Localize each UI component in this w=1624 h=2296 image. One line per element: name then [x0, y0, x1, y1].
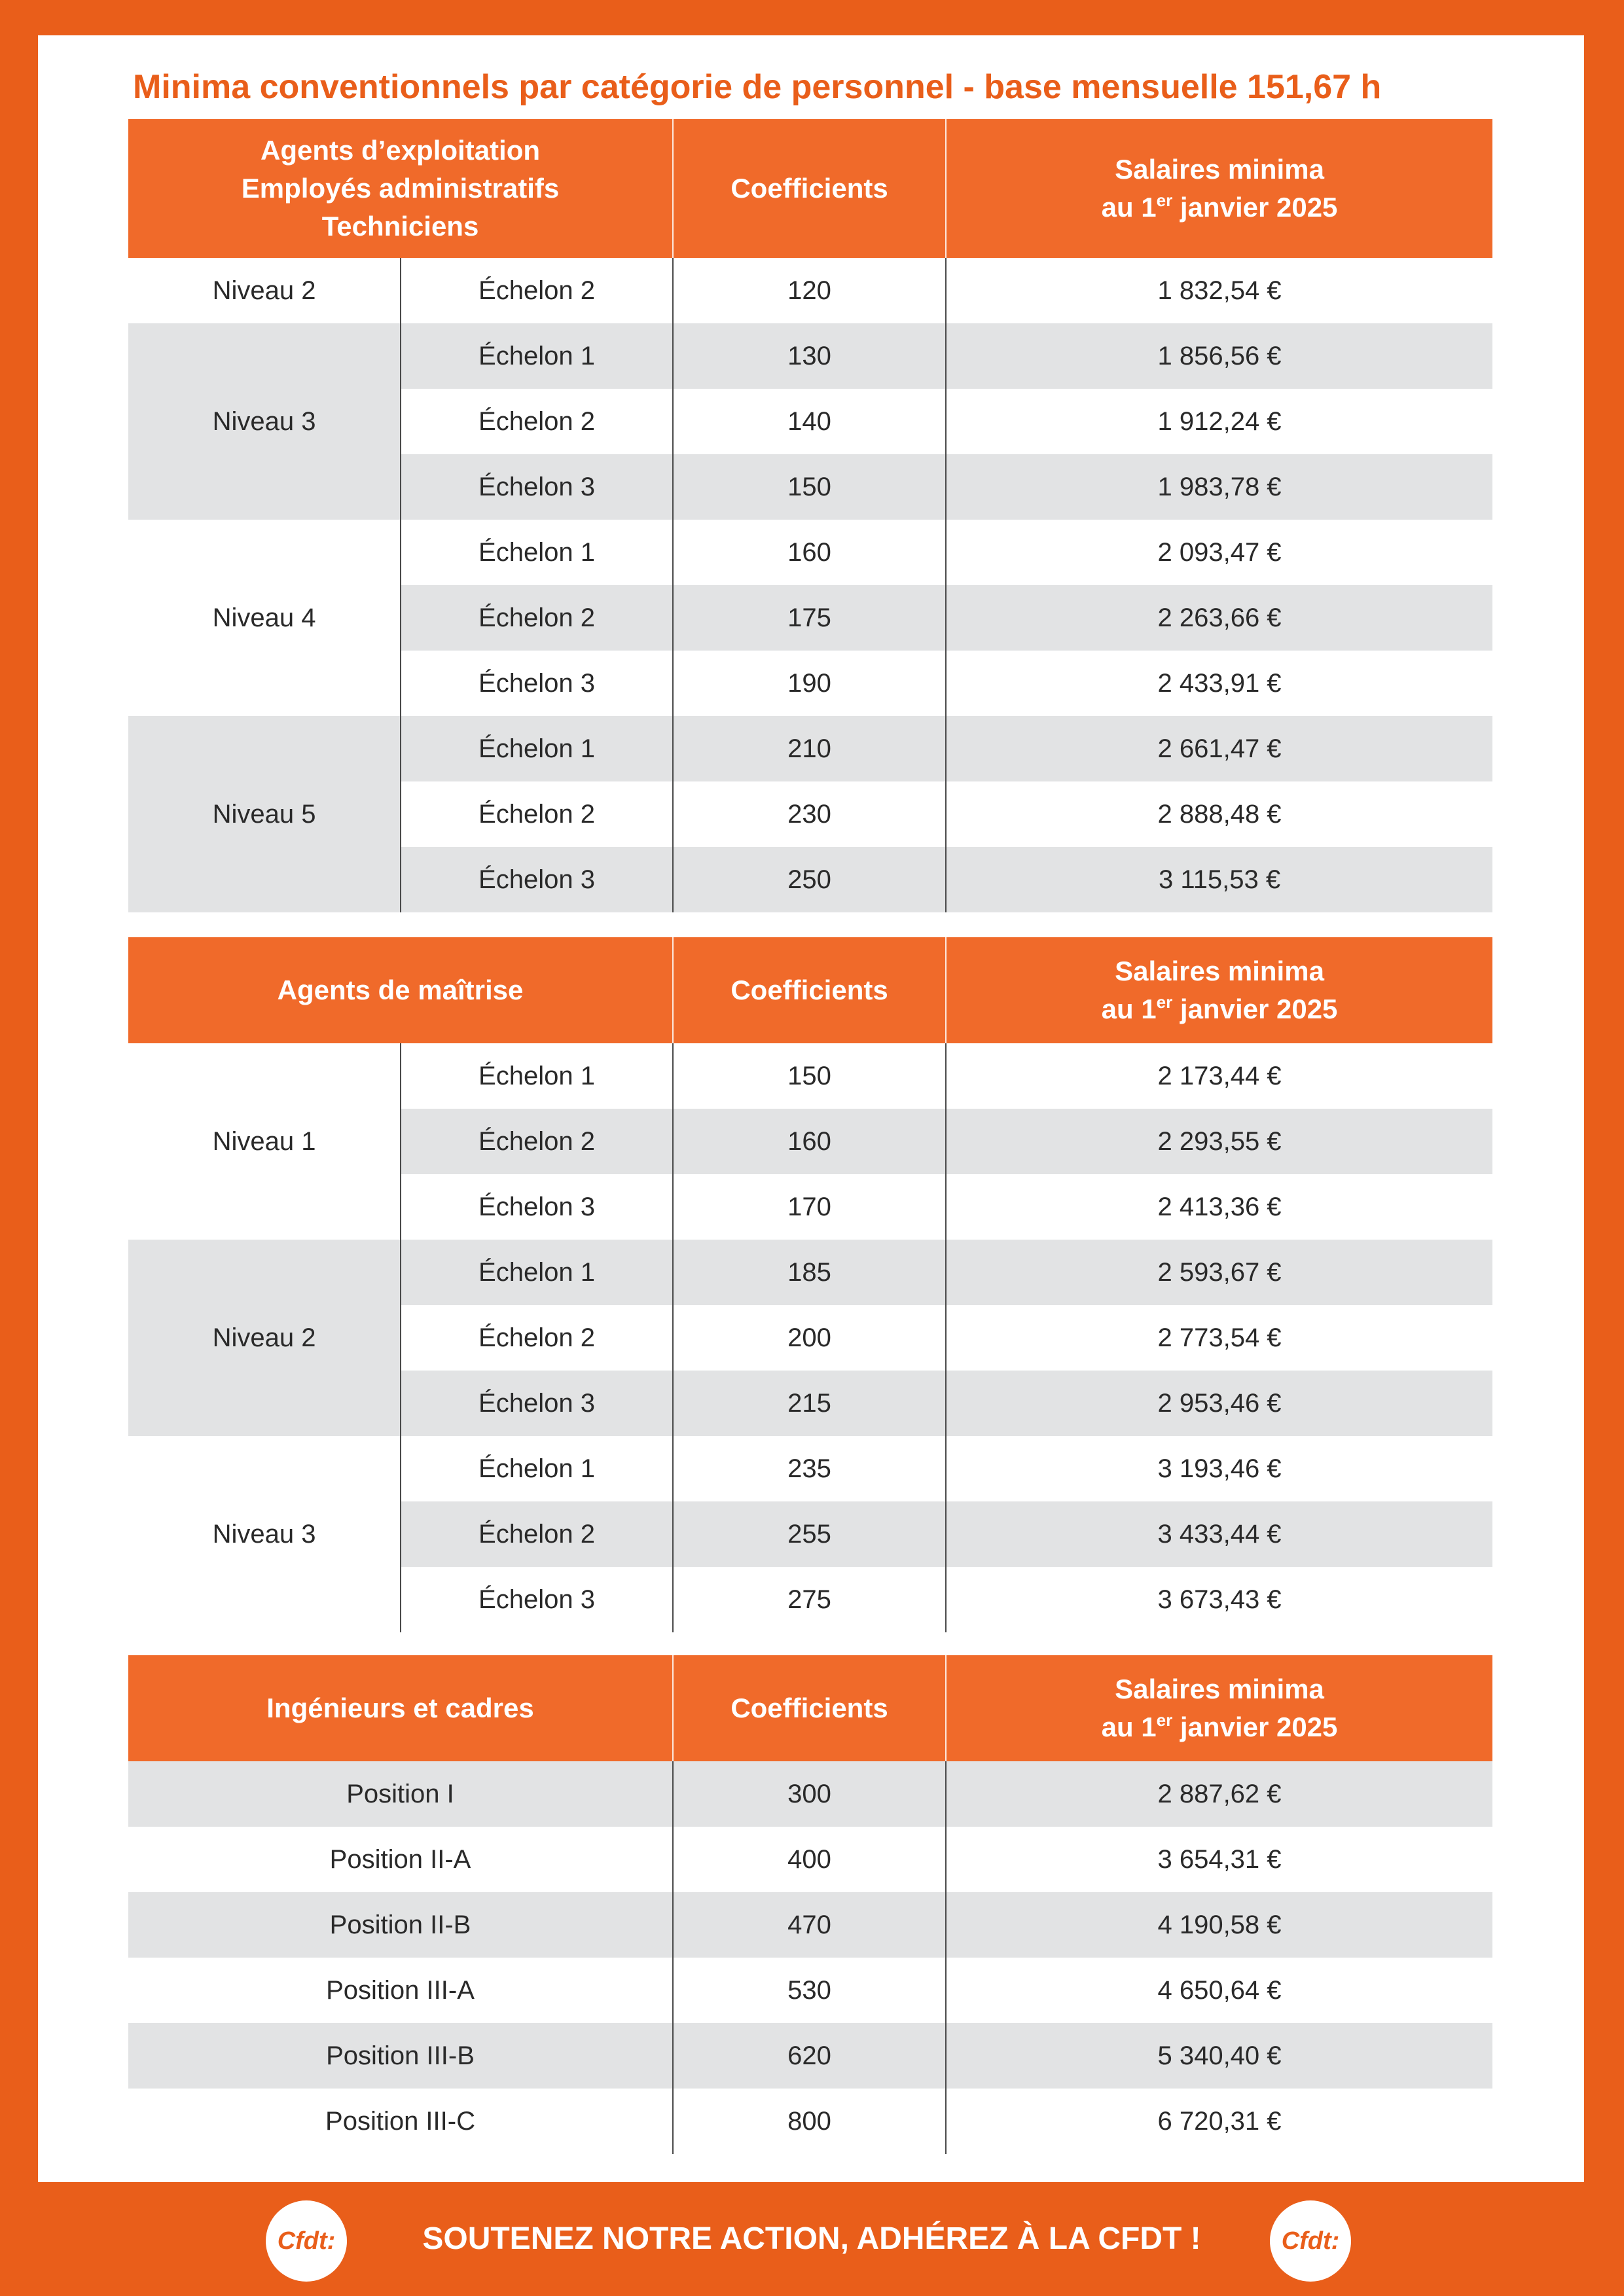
- niveau-label: Niveau 3: [128, 1436, 401, 1632]
- cfdt-logo-right: Cfdt:: [1270, 2200, 1351, 2282]
- category-header: Agents d’exploitation Employés administratifs Techniciens: [128, 119, 673, 258]
- position-cell: Position II-A: [329, 1844, 471, 1874]
- echelon-cell: Échelon 3: [401, 1371, 673, 1436]
- footer-slogan: SOUTENEZ NOTRE ACTION, ADHÉREZ À LA CFDT !: [422, 2221, 1201, 2256]
- salary-cell: 6 720,31 €: [946, 2089, 1492, 2154]
- salary-cell: 2 413,36 €: [946, 1174, 1492, 1240]
- salary-cell: 3 673,43 €: [946, 1567, 1492, 1632]
- salary-cell: 2 173,44 €: [946, 1043, 1492, 1109]
- echelon-cell: Échelon 3: [401, 651, 673, 716]
- salary-cell: 2 433,91 €: [946, 651, 1492, 716]
- table-row: [128, 520, 1492, 585]
- echelon-cell: Échelon 1: [401, 716, 673, 781]
- table-row: [128, 1043, 1492, 1109]
- coefficient-cell: 210: [673, 716, 946, 781]
- table-ingenieurs-cadres: [128, 1655, 1492, 2154]
- salary-cell: 2 661,47 €: [946, 716, 1492, 781]
- document-sheet: [38, 35, 1584, 2182]
- echelon-cell: Échelon 1: [401, 1436, 673, 1501]
- salary-cell: 2 293,55 €: [946, 1109, 1492, 1174]
- coefficient-cell: 230: [673, 781, 946, 847]
- category-header: Agents de maîtrise: [128, 937, 673, 1043]
- salary-cell: 2 263,66 €: [946, 585, 1492, 651]
- echelon-cell: Échelon 2: [401, 1305, 673, 1371]
- coefficient-cell: 150: [673, 454, 946, 520]
- table-row: [128, 2023, 1492, 2089]
- niveau-label: Niveau 1: [128, 1043, 401, 1240]
- position-cell: Position I: [128, 1761, 673, 1827]
- coefficient-cell: 530: [673, 1958, 946, 2023]
- coefficient-cell: 140: [673, 389, 946, 454]
- page-title: Minima conventionnels par catégorie de personnel - base mensuelle 151,67 h: [133, 68, 1382, 106]
- position-cell: Position III-A: [326, 1975, 475, 2005]
- position-cell: Position III-C: [325, 2106, 475, 2136]
- echelon-cell: Échelon 3: [401, 1567, 673, 1632]
- salary-header: Salaires minima au 1er janvier 2025: [946, 937, 1492, 1043]
- coefficient-cell: 250: [673, 847, 946, 912]
- table-row: [128, 2089, 1492, 2154]
- echelon-cell: Échelon 2: [401, 1501, 673, 1567]
- table-row: [128, 258, 1492, 323]
- echelon-cell: Échelon 2: [401, 1109, 673, 1174]
- salary-cell: 3 193,46 €: [946, 1436, 1492, 1501]
- coefficient-cell: 275: [673, 1567, 946, 1632]
- salary-cell: 2 593,67 €: [946, 1240, 1492, 1305]
- coefficient-cell: 200: [673, 1305, 946, 1371]
- coefficients-header: Coefficients: [673, 1655, 946, 1761]
- table-header-row: [128, 119, 1492, 258]
- echelon-cell: Échelon 3: [401, 1174, 673, 1240]
- footer-banner: [0, 2182, 1624, 2296]
- niveau-label: Niveau 4: [128, 520, 401, 716]
- category-header: Ingénieurs et cadres: [128, 1655, 673, 1761]
- table-row: [128, 1761, 1492, 1827]
- coefficient-cell: 235: [673, 1436, 946, 1501]
- table-header-row: [128, 937, 1492, 1043]
- salary-cell: 5 340,40 €: [946, 2023, 1492, 2089]
- salary-cell: 2 953,46 €: [946, 1371, 1492, 1436]
- salary-cell: 2 888,48 €: [946, 781, 1492, 847]
- table-row: [128, 1240, 1492, 1305]
- echelon-cell: Échelon 1: [401, 520, 673, 585]
- salary-cell: 2 887,62 €: [946, 1761, 1492, 1827]
- salary-cell: 1 912,24 €: [946, 389, 1492, 454]
- coefficient-cell: 170: [673, 1174, 946, 1240]
- salary-cell: 1 856,56 €: [946, 323, 1492, 389]
- table-row: [128, 1827, 1492, 1892]
- coefficient-cell: 150: [673, 1043, 946, 1109]
- salary-header: Salaires minima au 1er janvier 2025: [946, 1655, 1492, 1761]
- echelon-cell: Échelon 1: [401, 1240, 673, 1305]
- position-cell: Position III-B: [128, 2023, 673, 2089]
- salary-cell: 4 190,58 €: [946, 1892, 1492, 1958]
- position-cell: Position II-B: [128, 1892, 673, 1958]
- table-row: [128, 323, 1492, 389]
- table-row: [128, 1892, 1492, 1958]
- salary-header: Salaires minima au 1er janvier 2025: [946, 119, 1492, 258]
- coefficient-cell: 255: [673, 1501, 946, 1567]
- salary-cell: 2 773,54 €: [946, 1305, 1492, 1371]
- niveau-label: Niveau 2: [128, 1240, 401, 1436]
- salary-cell: 3 115,53 €: [946, 847, 1492, 912]
- salary-cell: 4 650,64 €: [946, 1958, 1492, 2023]
- niveau-label: Niveau 3: [128, 323, 401, 520]
- salary-cell: 1 983,78 €: [946, 454, 1492, 520]
- salary-cell: 3 433,44 €: [946, 1501, 1492, 1567]
- salary-cell: 1 832,54 €: [946, 258, 1492, 323]
- niveau-label: Niveau 5: [128, 716, 401, 912]
- echelon-cell: Échelon 2: [401, 585, 673, 651]
- table-row: [128, 716, 1492, 781]
- table-header-row: [128, 1655, 1492, 1761]
- echelon-cell: Échelon 3: [401, 847, 673, 912]
- coefficients-header: Coefficients: [673, 937, 946, 1043]
- salary-cell: 2 093,47 €: [946, 520, 1492, 585]
- niveau-label: Niveau 2: [128, 258, 401, 323]
- coefficient-cell: 190: [673, 651, 946, 716]
- echelon-cell: Échelon 2: [401, 781, 673, 847]
- coefficient-cell: 160: [673, 520, 946, 585]
- coefficient-cell: 800: [673, 2089, 946, 2154]
- coefficient-cell: 470: [673, 1892, 946, 1958]
- cfdt-logo-left: Cfdt:: [266, 2200, 347, 2282]
- coefficient-cell: 400: [673, 1827, 946, 1892]
- coefficient-cell: 620: [673, 2023, 946, 2089]
- echelon-cell: Échelon 3: [401, 454, 673, 520]
- coefficients-header: Coefficients: [673, 119, 946, 258]
- coefficient-cell: 120: [673, 258, 946, 323]
- table-row: [128, 1436, 1492, 1501]
- coefficient-cell: 175: [673, 585, 946, 651]
- salary-cell: 3 654,31 €: [946, 1827, 1492, 1892]
- echelon-cell: Échelon 2: [401, 258, 673, 323]
- coefficient-cell: 160: [673, 1109, 946, 1174]
- table-agents-maitrise: [128, 937, 1492, 1632]
- table-row: [128, 1958, 1492, 2023]
- coefficient-cell: 130: [673, 323, 946, 389]
- echelon-cell: Échelon 1: [401, 323, 673, 389]
- table-agents-exploitation: [128, 119, 1492, 912]
- echelon-cell: Échelon 1: [401, 1043, 673, 1109]
- coefficient-cell: 215: [673, 1371, 946, 1436]
- echelon-cell: Échelon 2: [401, 389, 673, 454]
- coefficient-cell: 300: [673, 1761, 946, 1827]
- coefficient-cell: 185: [673, 1240, 946, 1305]
